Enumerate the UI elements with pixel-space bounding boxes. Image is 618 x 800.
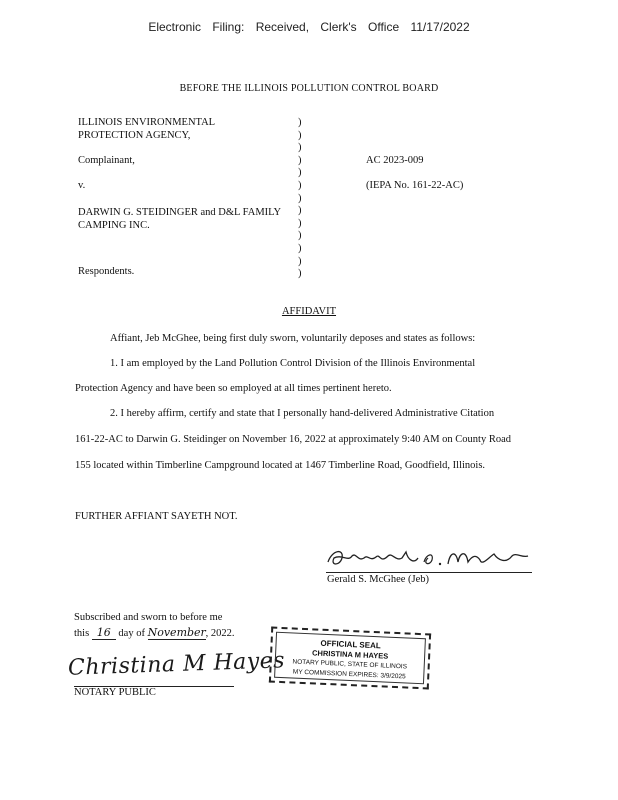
- complainant-role: Complainant,: [78, 155, 135, 166]
- iepa-number: (IEPA No. 161-22-AC): [366, 180, 464, 191]
- seal-state: NOTARY PUBLIC, STATE OF ILLINOIS: [292, 658, 408, 671]
- paragraph-2-line1: 2. I hereby affirm, certify and state that I personally hand-delivered Administrative Citation: [110, 408, 495, 419]
- intro-paragraph: Affiant, Jeb McGhee, being first duly sworn, voluntarily deposes and states as follows:: [110, 333, 476, 344]
- official-seal-stamp: [269, 627, 431, 690]
- versus-label: v.: [78, 180, 86, 191]
- seal-title: OFFICIAL SEAL: [320, 638, 381, 651]
- respondent-role: Respondents.: [78, 266, 135, 277]
- notary-date-line: [74, 626, 234, 640]
- notary-day: 16: [92, 626, 116, 640]
- affiant-signature-image: [322, 540, 537, 576]
- notary-year: , 2022.: [205, 628, 235, 639]
- seal-notary-name: CHRISTINA M HAYES: [311, 648, 389, 661]
- this-label: this: [74, 628, 90, 639]
- paragraph-2-line2: 161-22-AC to Darwin G. Steidinger on November 16, 2022 at approximately 9:40 AM on County Road: [75, 434, 511, 445]
- complainant-name-line2: PROTECTION AGENCY,: [78, 130, 191, 141]
- caption-parentheses: ) ) ) ) ) ) ) ) ) ) ) ) ): [298, 117, 302, 280]
- affiant-printed-name: Gerald S. McGhee (Jeb): [327, 574, 430, 585]
- paragraph-1-line1: 1. I am employed by the Land Pollution Control Division of the Illinois Environmental: [110, 358, 476, 369]
- affiant-signature-line: [326, 572, 532, 573]
- respondent-name-line1: DARWIN G. STEIDINGER and D&L FAMILY: [78, 207, 282, 218]
- case-number: AC 2023-009: [366, 155, 424, 166]
- complainant-name-line1: ILLINOIS ENVIRONMENTAL: [78, 117, 216, 128]
- seal-expiration: MY COMMISSION EXPIRES: 3/9/2025: [292, 668, 406, 681]
- closing-statement: FURTHER AFFIANT SAYETH NOT.: [75, 511, 238, 522]
- notary-signature-image: Christina M Hayes: [67, 648, 286, 681]
- filing-banner: Electronic Filing: Received, Clerk's Office 11/17/2022: [148, 20, 470, 34]
- subscribed-line: Subscribed and sworn to before me: [74, 612, 223, 623]
- respondent-name-line2: CAMPING INC.: [78, 220, 150, 231]
- board-title: BEFORE THE ILLINOIS POLLUTION CONTROL BOARD: [179, 83, 439, 94]
- notary-month: November: [147, 626, 206, 639]
- affidavit-heading: AFFIDAVIT: [281, 306, 337, 317]
- notary-public-label: NOTARY PUBLIC: [74, 687, 156, 698]
- day-of-label: day of: [118, 628, 145, 639]
- paragraph-2-line3: 155 located within Timberline Campground located at 1467 Timberline Road, Goodfield, Illinois.: [75, 460, 486, 471]
- paragraph-1-line2: Protection Agency and have been so employed at all times pertinent hereto.: [75, 383, 392, 394]
